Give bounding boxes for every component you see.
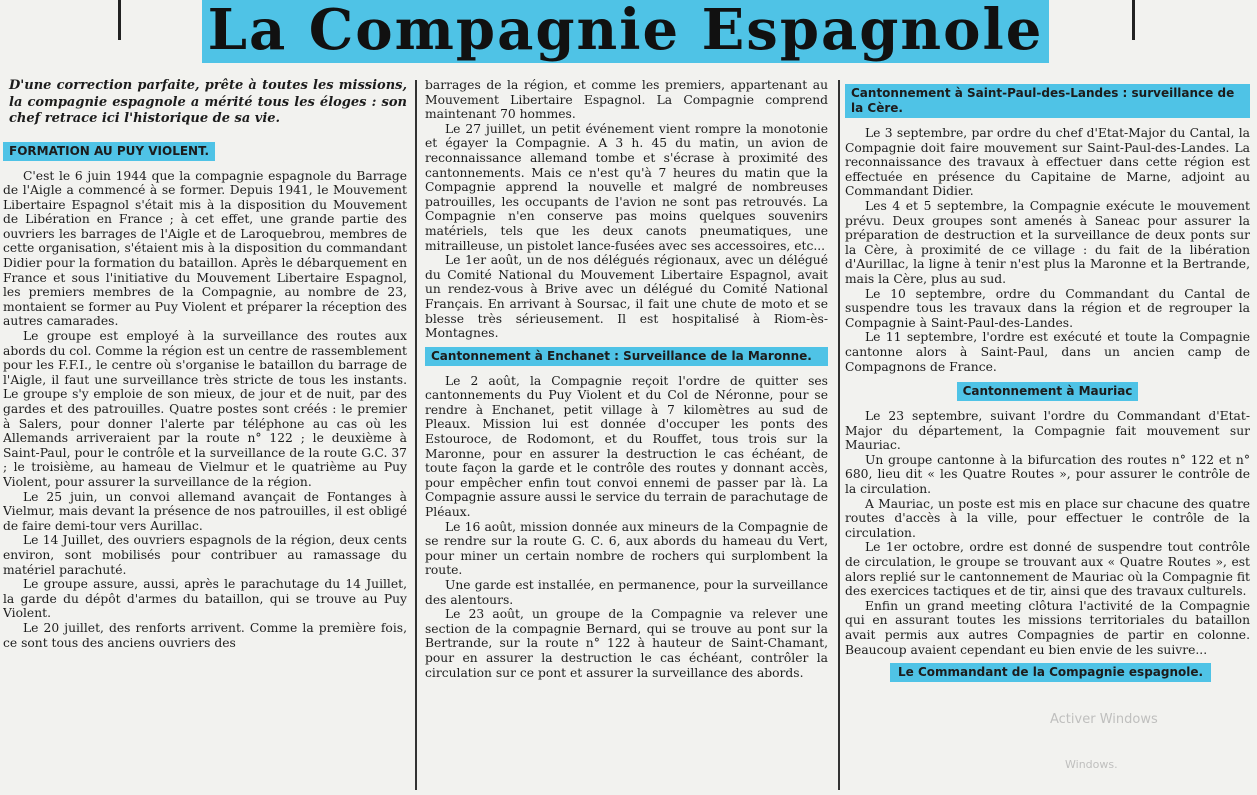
paragraph: Le 2 août, la Compagnie reçoit l'ordre de quitter ses cantonnements du Puy Violent et du Col de Néronne, pour se rendre à Enchanet, petit village à 7 kilomètres au sud de Pleaux. Mission lui est donnée d'occuper les ponts des Estouroce, de Rodomont, et du Rouffet, tous trois sur la Maronne, pour en assurer la destruction le cas échéant, de toute façon la garde et le contrôle des routes y donnant accès, pour empêcher enfin tout convoi ennemi de passer par là. La Compagnie assure aussi le service du terrain de parachutage de Pléaux. (425, 373, 828, 520)
paragraph: Enfin un grand meeting clôtura l'activité de la Compagnie qui en assurant toutes les missions territoriales du bataillon avait permis aux autres Compagnies de partir en colonne. Beaucoup avaient cependant eu bien envie de les suivre... (845, 598, 1250, 657)
paragraph: A Mauriac, un poste est mis en place sur chacune des quatre routes d'accès à la ville, pour effectuer le contrôle de la circulation. (845, 496, 1250, 540)
title-rule-right (1132, 0, 1135, 40)
paragraph: Le 1er août, un de nos délégués régionaux, avec un délégué du Comité National du Mouvement Libertaire Espagnol, avait un rendez-vous à Brive avec un délégué du Comité National Français. En arrivant à Soursac, il fait une chute de moto et se blesse très sérieusement. Il est hospitalisé à Riom-ès-Montagnes. (425, 253, 828, 341)
paragraph: Le 14 Juillet, des ouvriers espagnols de la région, deux cents environ, sont mobilisés pour contribuer au ramassage du matériel parachuté. (3, 533, 407, 577)
signature-heading: Le Commandant de la Compagnie espagnole. (890, 663, 1211, 682)
section-heading-saint-paul: Cantonnement à Saint-Paul-des-Landes : surveillance de la Cère. (845, 84, 1250, 118)
paragraph: Le 3 septembre, par ordre du chef d'Etat-Major du Cantal, la Compagnie doit faire mouvement sur Saint-Paul-des-Landes. La reconnaissance des travaux à effectuer dans cette région est effectuée en présence du Capitaine de Marne, adjoint au Commandant Didier. (845, 126, 1250, 199)
paragraph: Une garde est installée, en permanence, pour la surveillance des alentours. (425, 578, 828, 607)
section-heading-enchanet: Cantonnement à Enchanet : Surveillance de la Maronne. (425, 347, 828, 366)
article-title (143, 0, 1108, 63)
column-3 (845, 78, 1250, 795)
paragraph: Le 20 juillet, des renforts arrivent. Comme la première fois, ce sont tous des anciens ouvriers des (3, 620, 407, 650)
paragraph: Le 10 septembre, ordre du Commandant du Cantal de suspendre tous les travaux dans la région et de regrouper la Compagnie à Saint-Paul-des-Landes. (845, 286, 1250, 330)
title-rule-left (118, 0, 121, 40)
section-heading-mauriac: Cantonnement à Mauriac (957, 382, 1139, 401)
activation-watermark: Activer Windows (1050, 712, 1158, 727)
paragraph: Le 23 septembre, suivant l'ordre du Commandant d'Etat-Major du département, la Compagnie fait mouvement sur Mauriac. (845, 409, 1250, 453)
paragraph: Le 27 juillet, un petit événement vient rompre la monotonie et égayer la Compagnie. A 3 h. 45 du matin, un avion de reconnaissance allemand tombe et s'écrase à proximité des cantonnements. Mais ce n'est qu'à 7 heures du matin que la Compagnie apprend la nouvelle et malgré de nombreuses patrouilles, les occupants de l'avion ne sont pas retrouvés. La Compagnie n'en conserve pas moins quelques souvenirs matériels, tels que les deux canots pneumatiques, une mitrailleuse, un pistolet lance-fusées avec ses accessoires, etc... (425, 121, 828, 253)
paragraph: C'est le 6 juin 1944 que la compagnie espagnole du Barrage de l'Aigle a commencé à se former. Depuis 1941, le Mouvement Libertaire Espagnol s'était mis à la disposition du Mouvement de Libération en France ; à cet effet, une grande partie des ouvriers les barrages de l'Aigle et de Laroquebrou, membres de cette organisation, s'étaient mis à la disposition du commandant Didier pour la formation du bataillon. Après le débarquement en France et sous l'initiative du Mouvement Libertaire Espagnol, les premiers membres de la Compagnie, au nombre de 23, montaient se former au Puy Violent et préparer la réception des autres camarades. (3, 168, 407, 329)
paragraph: Un groupe cantonne à la bifurcation des routes n° 122 et n° 680, lieu dit « les Quatre Routes », pour assurer le contrôle de la circulation. (845, 452, 1250, 497)
paragraph: Le 23 août, un groupe de la Compagnie va relever une section de la compagnie Bernard, qui se trouve au pont sur la Bertrande, sur la route n° 122 à hauteur de Saint-Chamant, pour en assurer la destruction le cas échéant, contrôler la circulation sur ce pont et assurer la surveillance des abords. (425, 607, 828, 680)
paragraph: Le groupe est employé à la surveillance des routes aux abords du col. Comme la région est un centre de rassemblement pour les F.F.I., le centre où s'organise le bataillon du barrage de l'Aigle, il faut une surveillance très stricte de tous les instants. Le groupe s'y emploie de son mieux, de jour et de nuit, par des gardes et des patrouilles. Quatre postes sont créés : le premier à Salers, pour donner l'alerte par téléphone au cas où les Allemands arriveraient par la route n° 122 ; le deuxième à Saint-Paul, pour le contrôle et la surveillance de la route G.C. 37 ; le troisième, au hameau de Vielmur et le quatrième au Puy Violent, pour assurer la surveillance de la région. (3, 329, 407, 489)
article-intro: D'une correction parfaite, prête à toutes les missions, la compagnie espagnole a mérité tous les éloges : son chef retrace ici l'historique de sa vie. (9, 78, 407, 126)
paragraph: Le 1er octobre, ordre est donné de suspendre tout contrôle de circulation, le groupe se trouvant aux « Quatre Routes », est alors replié sur le cantonnement de Mauriac où la Compagnie fit des exercices tactiques et de tir, ainsi que des travaux culturels. (845, 540, 1250, 599)
paragraph: Le 11 septembre, l'ordre est exécuté et toute la Compagnie cantonne alors à Saint-Paul, dans un ancien camp de Compagnons de France. (845, 330, 1250, 374)
column-divider-2 (838, 80, 840, 790)
activation-watermark-sub: Windows. (1065, 758, 1118, 771)
column-1 (3, 78, 407, 795)
column-2 (425, 78, 828, 795)
paragraph: Les 4 et 5 septembre, la Compagnie exécute le mouvement prévu. Deux groupes sont amenés à Saneac pour assurer la préparation de destruction et la surveillance de deux ponts sur la Cère, à proximité de ce village : du fait de la libération d'Aurillac, la ligne à tenir n'est plus la Maronne et la Bertrande, mais la Cère, plus au sud. (845, 198, 1250, 286)
article-title-text: La Compagnie Espagnole (202, 0, 1050, 63)
section-heading-formation: FORMATION AU PUY VIOLENT. (3, 142, 215, 161)
paragraph: barrages de la région, et comme les premiers, appartenant au Mouvement Libertaire Espagnol. La Compagnie comprend maintenant 70 hommes. (425, 78, 828, 122)
paragraph: Le groupe assure, aussi, après le parachutage du 14 Juillet, la garde du dépôt d'armes du bataillon, qui se trouve au Puy Violent. (3, 577, 407, 621)
column-divider-1 (415, 80, 417, 790)
paragraph: Le 16 août, mission donnée aux mineurs de la Compagnie de se rendre sur la route G. C. 6, aux abords du hameau du Vert, pour miner un certain nombre de rochers qui surplombent la route. (425, 519, 828, 578)
paragraph: Le 25 juin, un convoi allemand avançait de Fontanges à Vielmur, mais devant la présence de nos patrouilles, il est obligé de faire demi-tour vers Aurillac. (3, 489, 407, 533)
